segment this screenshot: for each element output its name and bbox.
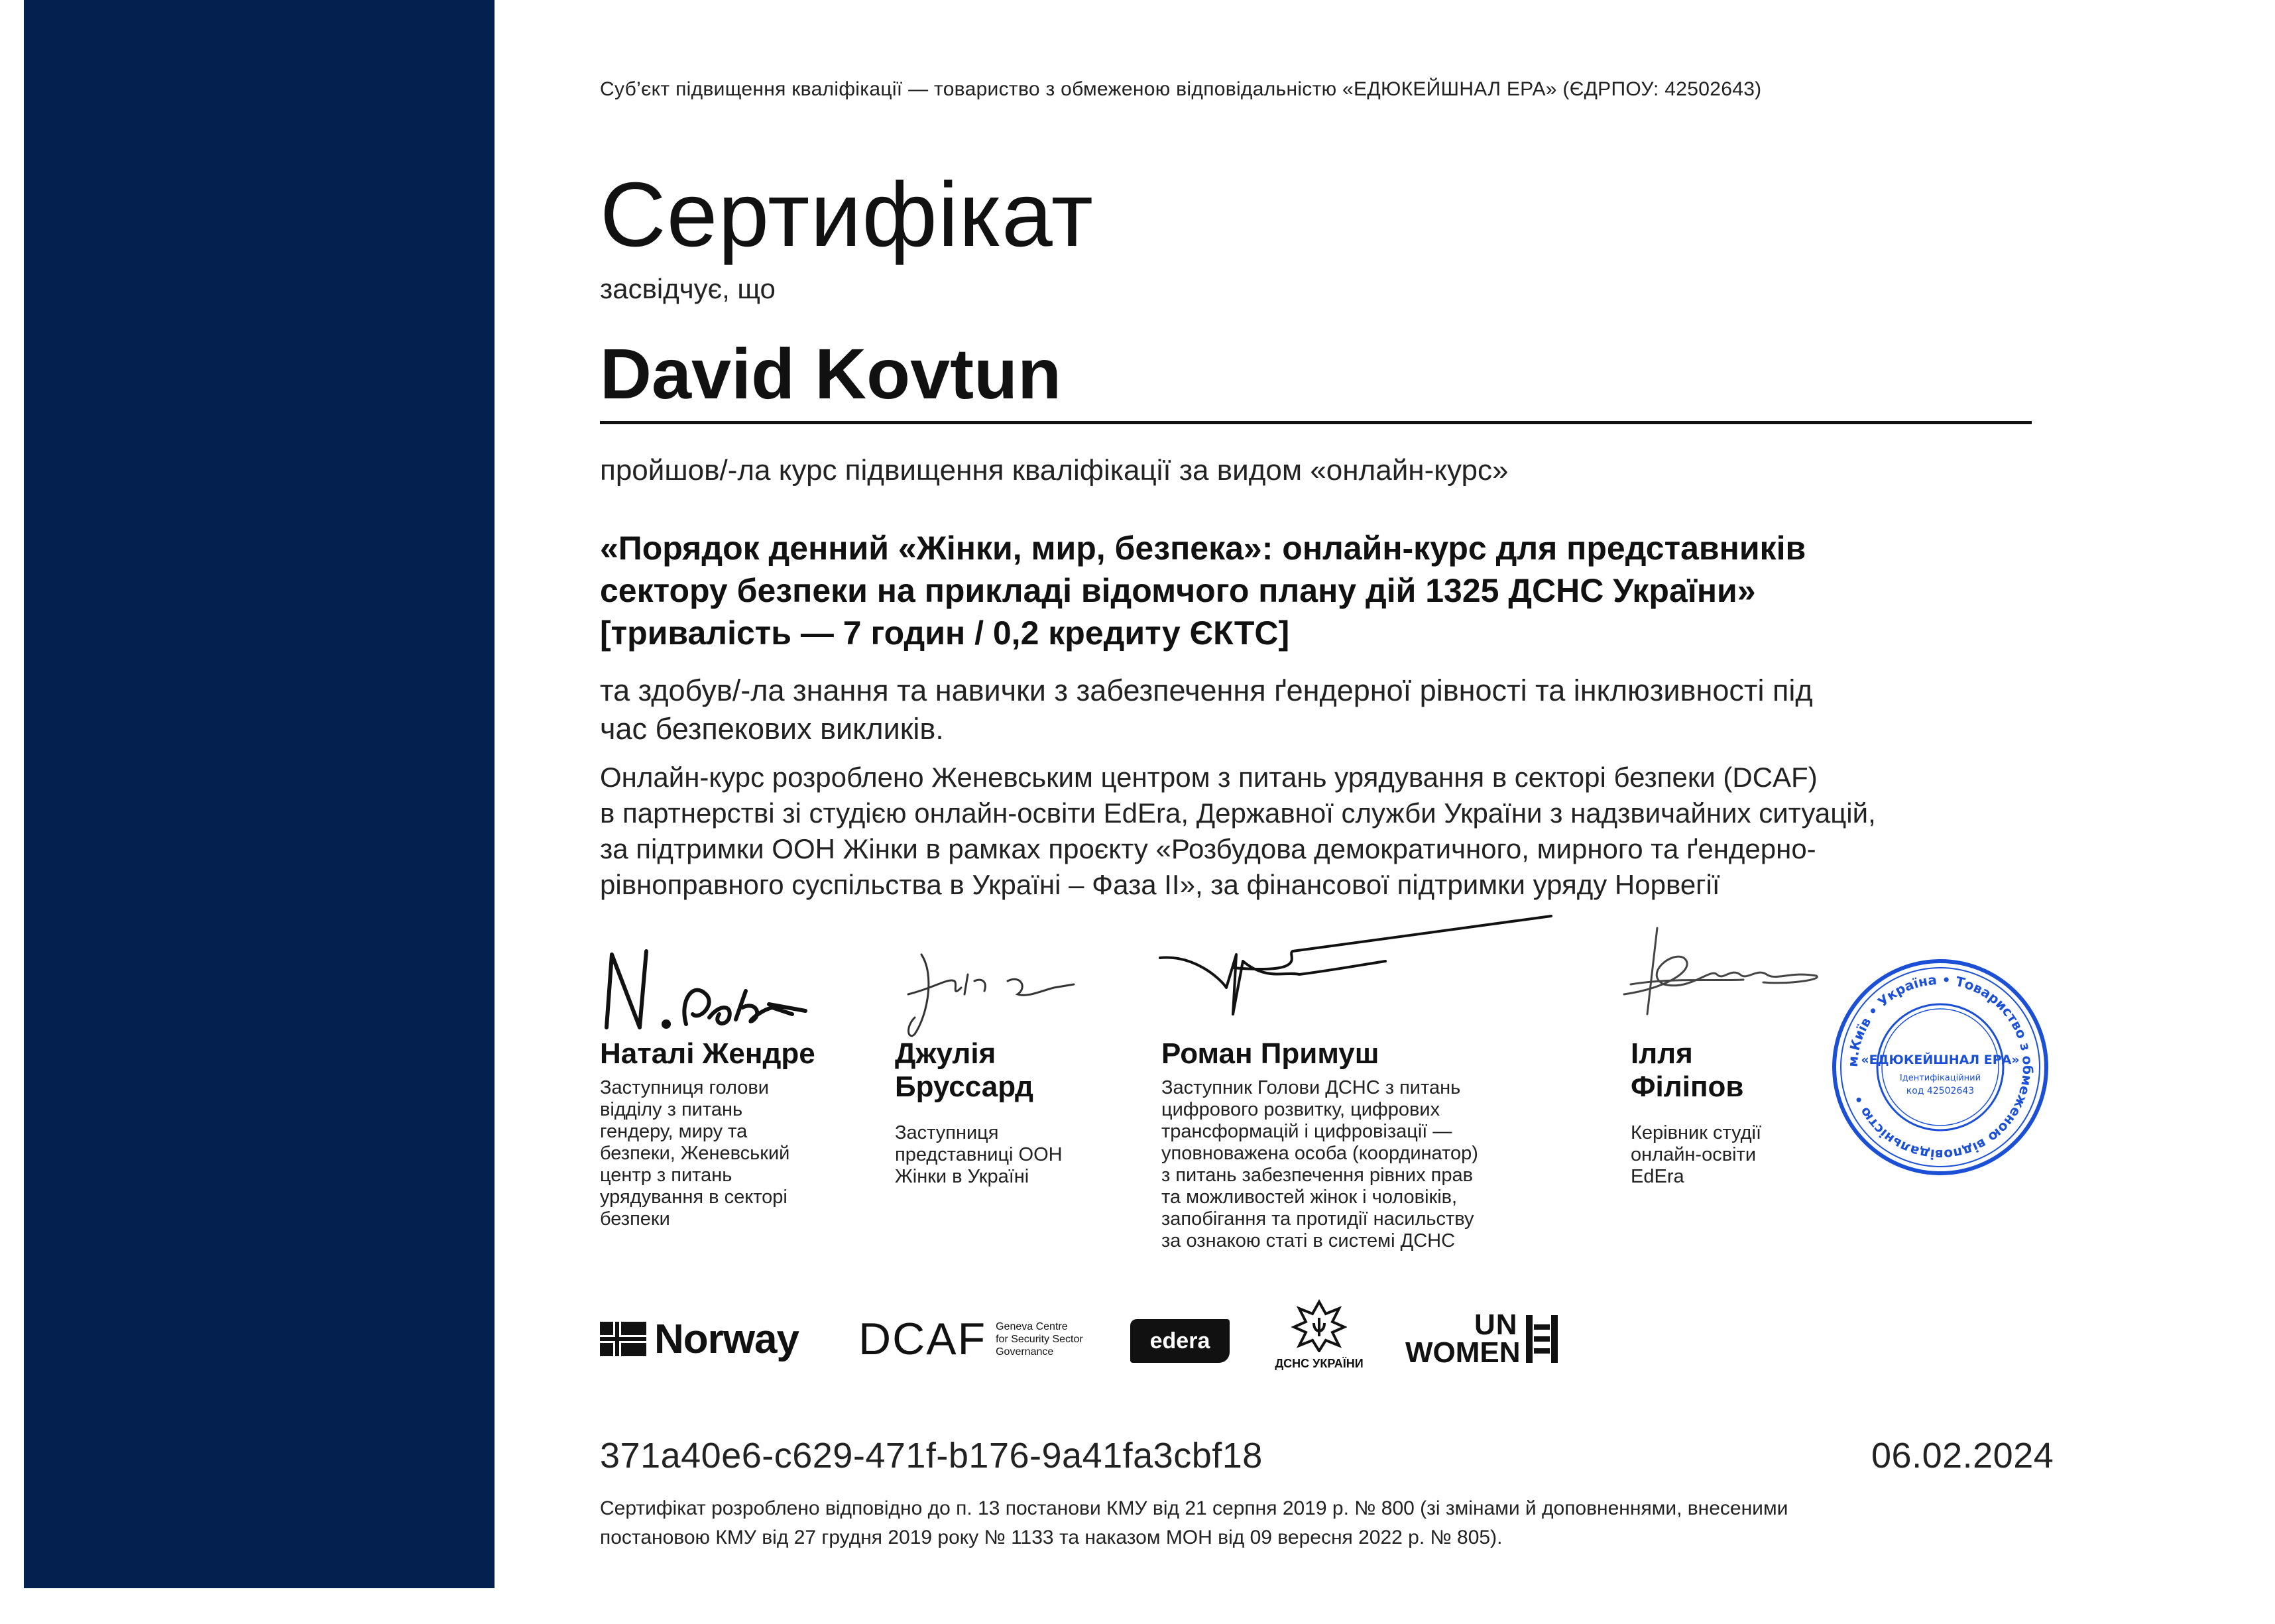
edera-wordmark: edera xyxy=(1149,1328,1210,1354)
signatory-role-line: Керівник студії xyxy=(1631,1122,1762,1143)
course-title xyxy=(600,527,2058,654)
dcaf-subline: Governance xyxy=(996,1346,1054,1358)
skills-line: та здобув/-ла знання та навички з забезпечення ґендерної рівності та інклюзивності під xyxy=(600,673,1813,707)
development-line: рівноправного суспільства в Україні – Фаза II», за фінансової підтримки уряду Норвегії xyxy=(600,869,1720,900)
signatory-role-line: онлайн-освіти xyxy=(1631,1144,1757,1165)
footnote-line: Сертифікат розроблено відповідно до п. 13 постанови КМУ від 21 серпня 2019 р. № 800 (зі змінами й доповненнями, внесеними xyxy=(600,1497,1788,1519)
signatory-role-line: з питань забезпечення рівних прав xyxy=(1161,1165,1474,1186)
legal-footnote xyxy=(600,1494,2125,1552)
signatory-role-line: трансформацій і цифровізації — xyxy=(1161,1121,1452,1142)
signature-zhendre xyxy=(593,941,832,1041)
signatory-role-line: урядування в секторі xyxy=(600,1187,788,1208)
dsns-logo xyxy=(1259,1299,1379,1371)
signatory-role-line: представниці ООН xyxy=(895,1144,1063,1165)
un-women-bottom: WOMEN xyxy=(1405,1336,1521,1369)
signatory-prymush xyxy=(1161,1037,1572,1252)
un-women-top: UN xyxy=(1474,1308,1518,1341)
signatory-role-line: Заступник Голови ДСНС з питань xyxy=(1161,1077,1461,1098)
skills-text xyxy=(600,671,2085,748)
signatory-role-line: безпеки, Женевський xyxy=(600,1143,790,1164)
signature-broussard xyxy=(895,948,1080,1041)
signatory-zhendre xyxy=(600,1037,865,1230)
footnote-line: постановою КМУ від 27 грудня 2019 року № 1133 та наказом МОН від 09 вересня 2022 р. № 805). xyxy=(600,1527,1503,1548)
signatory-name: Ілля xyxy=(1631,1037,1693,1070)
norway-wordmark: Norway xyxy=(654,1316,799,1362)
dsns-emblem-icon xyxy=(1291,1299,1347,1352)
course-title-line: сектору безпеки на прикладі відомчого плану дій 1325 ДСНС України» xyxy=(600,572,1756,609)
left-sidebar-band xyxy=(24,0,495,1588)
signatory-name: Роман Примуш xyxy=(1161,1037,1379,1070)
edera-logo xyxy=(1130,1319,1230,1363)
stamp-id-label: Ідентифікаційний xyxy=(1899,1073,1981,1083)
signatory-name: Бруссард xyxy=(895,1071,1033,1103)
signatory-role-line: Жінки в Україні xyxy=(895,1166,1029,1187)
dsns-caption: ДСНС УКРАЇНИ xyxy=(1275,1357,1364,1370)
course-title-line: «Порядок денний «Жінки, мир, безпека»: онлайн-курс для представників xyxy=(600,530,1806,567)
course-duration: [тривалість — 7 годин / 0,2 кредиту ЄКТС] xyxy=(600,614,1290,652)
name-underline xyxy=(600,421,2032,424)
un-women-logo xyxy=(1405,1308,1559,1369)
stamp-id-code: код 42502643 xyxy=(1906,1086,1975,1096)
certificate-id: 371a40e6-c629-471f-b176-9a41fa3cbf18 xyxy=(600,1436,1263,1476)
development-line: за підтримки ООН Жінки в рамках проєкту «Розбудова демократичного, мирного та ґендерно- xyxy=(600,833,1816,864)
signatory-name: Наталі Жендре xyxy=(600,1037,815,1070)
dcaf-logo xyxy=(858,1316,1083,1362)
dcaf-subline: Geneva Centre xyxy=(996,1320,1068,1332)
development-line: Онлайн-курс розроблено Женевським центром з питань урядування в секторі безпеки (DCAF) xyxy=(600,762,1818,793)
dcaf-subline: for Security Sector xyxy=(996,1333,1083,1345)
signatory-role-line: EdEra xyxy=(1631,1166,1684,1187)
signatory-broussard xyxy=(895,1037,1134,1188)
un-women-emblem-icon xyxy=(1525,1312,1559,1365)
skills-line: час безпекових викликів. xyxy=(600,712,944,746)
provider-line: Суб’єкт підвищення кваліфікації — товариство з обмеженою відповідальністю «ЕДЮКЕЙШНАЛ ЕРА» (ЄДРПОУ: 42502643) xyxy=(600,78,1762,100)
development-text xyxy=(600,760,2098,903)
certificate-date: 06.02.2024 xyxy=(1871,1436,2054,1476)
norway-logo xyxy=(600,1316,799,1362)
signatory-role-line: Заступниця xyxy=(895,1122,999,1143)
signatory-filipov xyxy=(1631,1037,1830,1188)
signatory-name: Філіпов xyxy=(1631,1071,1744,1103)
development-line: в партнерстві зі студією онлайн-освіти EdEra, Державної служби України з надзвичайних ситуацій, xyxy=(600,797,1876,829)
dcaf-wordmark: DCAF xyxy=(858,1314,987,1364)
norway-flag-icon xyxy=(600,1322,646,1356)
stamp-company-name: «ЕДЮКЕЙШНАЛ ЕРА» xyxy=(1861,1053,2020,1067)
signatory-role-line: уповноважена особа (координатор) xyxy=(1161,1143,1478,1164)
signature-prymush xyxy=(1153,915,1564,1027)
company-stamp xyxy=(1831,958,2050,1177)
certificate-title: Сертифікат xyxy=(600,164,1094,266)
certificate-subtitle: засвідчує, що xyxy=(600,273,776,304)
signatory-role-line: гендеру, миру та xyxy=(600,1121,748,1142)
recipient-name: David Kovtun xyxy=(600,333,1062,414)
signatory-role-line: та можливостей жінок і чоловіків, xyxy=(1161,1187,1458,1208)
stamp-ring-text: м.Київ • Україна • Товариство з обмеженою відповідальністю • xyxy=(1844,971,2036,1163)
signatory-role-line: за ознакою статі в системі ДСНС xyxy=(1161,1230,1456,1251)
signatory-role-line: запобігання та протидії насильству xyxy=(1161,1208,1474,1230)
signatory-role-line: безпеки xyxy=(600,1208,670,1230)
signatory-name: Джулія xyxy=(895,1037,996,1070)
signatory-role-line: цифрового розвитку, цифрових xyxy=(1161,1099,1440,1120)
signatory-role-line: Заступниця голови xyxy=(600,1077,769,1098)
signature-filipov xyxy=(1617,921,1830,1021)
signatory-role-line: відділу з питань xyxy=(600,1099,743,1120)
signatory-role-line: центр з питань xyxy=(600,1165,732,1186)
passed-text: пройшов/-ла курс підвищення кваліфікації за видом «онлайн-курс» xyxy=(600,454,1509,487)
